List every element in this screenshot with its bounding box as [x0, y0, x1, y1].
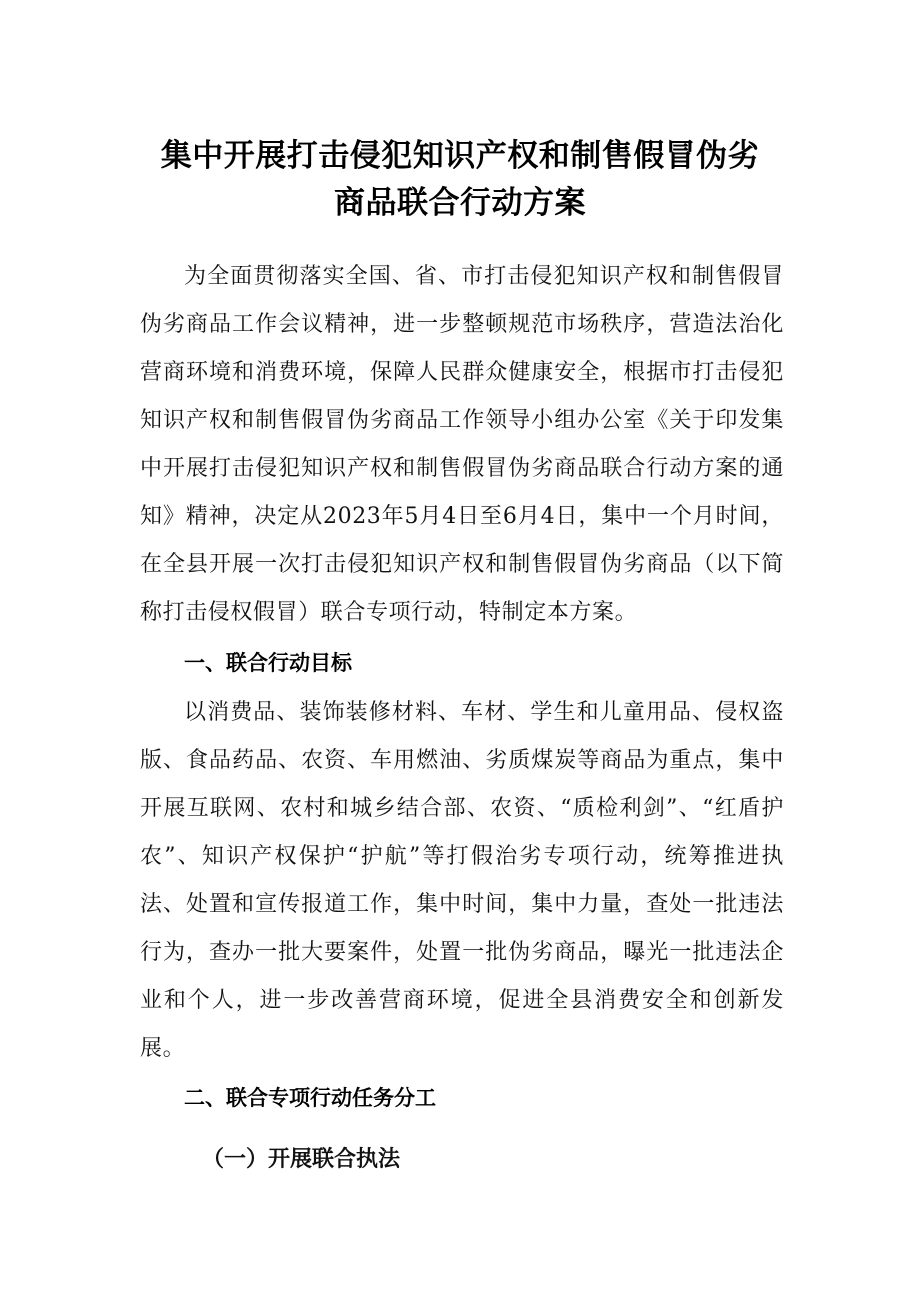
section-1-heading: 一、联合行动目标 [184, 651, 352, 675]
document-title-line-2: 商品联合行动方案 [334, 185, 586, 221]
section-1-body: 以消费品、装饰装修材料、车材、学生和儿童用品、侵权盗版、食品药品、农资、车用燃油、劣质煤炭等商品为重点，集中开展互联网、农村和城乡结合部、农资、“质检利剑”、“红盾护农”、知识产权保护“护航”等打假治劣专项行动，统筹推进执法、处置和宣传报道工作，集中时间，集中力量，查处一批违法行为，查办一批大要案件，处置一批伪劣商品，曝光一批违法企业和个人，进一步改善营商环境，促进全县消费安全和创新发展。 [140, 700, 784, 1061]
section-2-heading: 二、联合专项行动任务分工 [184, 1086, 436, 1110]
section-2-subheading-1: （一）开展联合执法 [202, 1146, 401, 1172]
document-title-line-1: 集中开展打击侵犯知识产权和制售假冒伪劣 [160, 138, 760, 174]
intro-paragraph: 为全面贯彻落实全国、省、市打击侵犯知识产权和制售假冒伪劣商品工作会议精神，进一步整顿规范市场秩序，营造法治化营商环境和消费环境，保障人民群众健康安全，根据市打击侵犯知识产权和制售假冒伪劣商品工作领导小组办公室《关于印发集中开展打击侵犯知识产权和制售假冒伪劣商品联合行动方案的通知》精神，决定从2023年5月4日至6月4日，集中一个月时间，在全县开展一次打击侵犯知识产权和制售假冒伪劣商品（以下简称打击侵权假冒）联合专项行动，特制定本方案。 [140, 264, 784, 625]
